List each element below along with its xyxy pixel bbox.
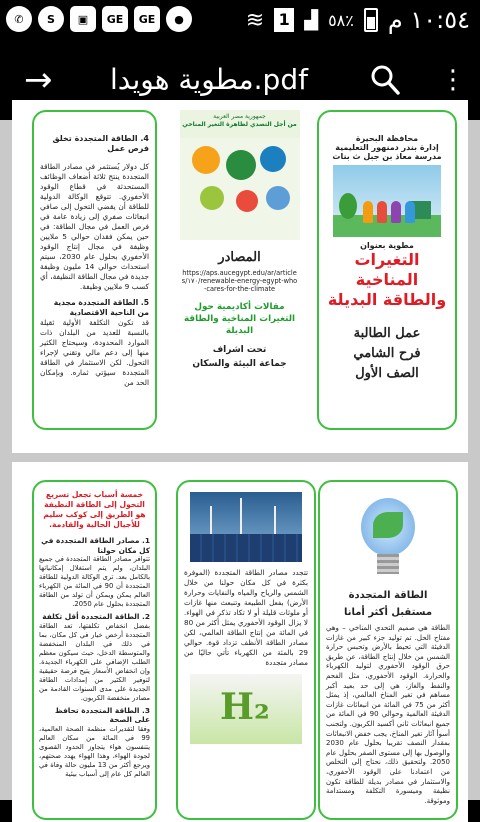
group-label: جماعة البيئة والسكان xyxy=(192,359,287,369)
poster-circle xyxy=(226,150,256,180)
reason3-heading: 3. الطاقة المتجددة تحافظ على الصحة xyxy=(55,705,150,724)
author-line1: عمل الطالبة xyxy=(353,326,421,341)
poster-circle xyxy=(266,186,290,210)
ge-app-icon: GE xyxy=(102,6,128,32)
pdf-viewer[interactable] xyxy=(0,113,480,805)
future-subtitle: مستقبل أكثر أمانا xyxy=(343,607,433,618)
panel-jobs xyxy=(32,110,157,430)
solar-panels xyxy=(190,534,302,562)
school: مدرسة معاذ بن جبل ث بنات xyxy=(332,152,442,161)
document-title: مطوية هويدا.pdf xyxy=(110,63,308,96)
author-line2: فرح الشامي xyxy=(353,346,421,361)
poster-top-text: جمهورية مصر العربية xyxy=(213,113,266,120)
wifi-icon: ≋ xyxy=(245,7,265,33)
status-bar xyxy=(0,0,480,40)
wind-turbine xyxy=(240,498,242,536)
whatsapp-icon: ✆ xyxy=(6,6,32,32)
source-link[interactable]: https://aps.aucegypt.edu/ar/articles/١٧٠/renewable-energy-egypt-who-cares-for-the-climate xyxy=(181,269,298,293)
poster-circle xyxy=(200,186,224,210)
reason1-body: تتوافر مصادر الطاقة المتجددة في جميع البلدان، ولم يتم استغلال إمكانياتها بالكامل بعد. ترى الوكالة الدولية للطاقة المتجددة أن 90 في المائة من الكهرباء العالم يمكن ويمكن أن تولد من الطاقة المتجددة بحلول عام 2050. xyxy=(39,555,151,608)
reason1-heading: 1. مصادر الطاقة المتجددة في كل مكان حولنا xyxy=(41,536,150,555)
poster-title: من أجل التصدي لظاهرة التغير المناخي xyxy=(182,121,297,128)
pdf-page-1 xyxy=(12,100,468,453)
green-bulb-image xyxy=(343,496,433,582)
cover-title-line2: والطاقة البديلة xyxy=(327,290,447,309)
clock: ١٠:٥٤ م xyxy=(387,6,470,34)
supervision-label: تحت اشراف xyxy=(212,345,267,355)
bulb-leaf xyxy=(373,512,403,538)
battery-icon xyxy=(364,8,378,32)
poster-band xyxy=(180,110,300,138)
climate-poster-image xyxy=(180,110,300,240)
panel-renewables xyxy=(176,480,316,820)
status-right xyxy=(246,6,470,34)
sim-icon: 1 xyxy=(274,8,294,32)
cover-subtitle: مطوية بعنوان xyxy=(360,241,414,250)
more-vert-icon[interactable]: ⋮ xyxy=(440,65,466,95)
heading-economic: 5. الطاقة المتجددة مجدية من الناحية الاقتصادية xyxy=(53,298,149,317)
wind-turbine xyxy=(210,506,212,536)
future-body: الطاقة هي صميم التحدي المناخي – وهي مفتاح الحل. تم توليد جزء كبير من غازات الدفيئة التي تحيط بالأرض وتحبس حرارة الشمس من خلال إنتاج الطاقة، عن طريق حرق الوقود الأحفوري لتوليد الكهرباء والحرارة. الوقود الأحفوري، مثل الفحم والنفط والغاز، هي إلى حد بعيد أكبر مساهم في تغير المناخ العالمي، إذ يمثل أكثر من 75 في المائة من انبعاثات غازات الدفيئة العالمية وحوالي 90 في المائة من جميع انبعاثات ثاني أكسيد الكربون. ولتجنب أسوأ آثار تغير المناخ، يجب خفض الانبعاثات بمقدار النصف تقريبا بحلول عام 2030 والوصول بها إلى مستوى الصفر بحلول عام 2050. ولتحقيق ذلك، نحتاج إلى التخلص من اعتمادنا على الوقود الأحفوري، والاستثمار في مصادر بديلة للطاقة تكون نظيفة وميسورة التكلفة ومستدامة وموثوقة. xyxy=(326,624,450,805)
reason2-body: بفضل انخفاض تكلفتها، تعد الطاقة المتجددة أرخص خيار في كل مكان، بما في ذلك في البلدان المنخفضة والمتوسطة الدخل، حيث سيكون معظم الطلب الإضافي على الكهرباء الجديدة. وإن انخفاض الأسعار يتيح فرصة حقيقية لتوفير الكثير من إمدادات الطاقة الجديدة على مدى السنوات القادمة من مصادر منخفضة الكربون. xyxy=(39,621,150,702)
notification-icons xyxy=(6,6,192,32)
illustration-figure xyxy=(363,201,373,223)
admin: إدارة بندر دمنهور التعليمية xyxy=(335,143,439,152)
pdf-page-2 xyxy=(12,462,468,822)
heading-jobs: 4. الطاقة المتجددة تخلق فرص عمل xyxy=(52,134,149,153)
illustration-tree xyxy=(339,193,357,219)
panel-future xyxy=(318,480,458,820)
signal-icon: ▟ xyxy=(304,9,319,31)
gallery-icon: ▣ xyxy=(70,6,96,32)
poster-circle xyxy=(236,190,258,212)
author-line3: الصف الأول xyxy=(355,366,419,381)
arrow-right-icon[interactable]: → xyxy=(24,60,53,100)
panel-sources xyxy=(177,110,302,430)
illustration-figure xyxy=(377,201,387,223)
reason3-body: وفقا لتقديرات منظمة الصحة العالمية، 99 في المائة من سكان العالم يتنفسون هواء يتجاوز الحدود القصوى لجودة الهواء، وهذا الهواء يهدد صحتهم، ويرجع أكثر من 13 مليون حالة وفاة في العالم كل عام إلى أسباب بيئية xyxy=(39,724,151,778)
battery-percent: ٥٨٪ xyxy=(328,10,354,30)
bulb-base xyxy=(377,554,399,574)
wind-turbine xyxy=(274,506,276,536)
sources-heading: المصادر xyxy=(218,250,261,265)
panel-cover xyxy=(317,110,457,430)
governorate: محافظة البحيرة xyxy=(355,134,419,143)
s-app-icon: S xyxy=(38,6,64,32)
renewables-body: تتجدد مصادر الطاقة المتجددة (الموفرة بكثرة في كل مكان حولنا من خلال الشمس والرياح والمياه والنفايات وحرارة الأرض) بفعل الطبيعة وتنبعث منها غازات أو ملوثات قليلة أو لا تكاد تذكر في الهواء. لا يزال الوقود الأحفوري يمثل أكثر من 80 في المائة من إنتاج الطاقة العالمي، لكن مصادر الطاقة الأنظف تزداد قوة. حوالي 29 بالمئة من الكهرباء تأتي حاليًا من مصادر متجددة xyxy=(184,568,308,667)
reason2-heading: 2. الطاقة المتجددة أقل تكلفة xyxy=(42,612,150,621)
panel-reasons xyxy=(32,480,157,820)
solar-wind-image xyxy=(190,492,302,562)
hydrogen-symbol: H₂ xyxy=(220,686,270,728)
poster-circle xyxy=(192,146,220,174)
ge-app-icon: GE xyxy=(134,6,160,32)
body-jobs: كل دولار يُستثمر في مصادر الطاقة المتجددة ينتج ثلاثة أضعاف الوظائف المستحدثة في قطاع الوقود الأحفوري. تتوقع الوكالة الدولية للطاقة أن يقضي التحول إلى صافي انبعاثات صفري إلى زيادة عامة في فرص العمل في مجال الطاقة: في حين يمكن فقدان حوالي 5 ملايين وظيفة في مجال إنتاج الوقود الأحفوري بحلول عام 2030، سيتم استحداث حوالي 14 مليون وظيفة جديدة في مجال الطاقة النظيفة، أي كسب 9 ملايين وظيفة. xyxy=(40,162,149,291)
articles-label: مقالات أكاديمية حول التغيرات المناخية والطاقة البديلة xyxy=(183,302,296,336)
hydrogen-image xyxy=(190,674,302,744)
illustration-figure xyxy=(391,201,401,223)
cover-title-line1: التغيرات المناخية xyxy=(354,250,420,289)
search-icon[interactable] xyxy=(370,62,400,98)
record-icon: ● xyxy=(166,6,192,32)
poster-circle xyxy=(260,146,286,172)
family-illustration xyxy=(333,165,441,237)
body-economic: قد تكون التكلفة الأولية ثقيلة بالنسبة للعديد من البلدان ذات الموارد المحدودة، وسيحتاج الكثير منها إلى دعم مالي وتقني لإجراء التحول. لكن الاستثمار في الطاقة المتجددة سيؤتي ثماره. وبإمكان الحد من xyxy=(40,318,149,387)
reasons-heading: خمسة أسباب تجعل تسريع التحول إلى الطاقة النظيفة هو الطريق إلى كوكب سليم للأجيال الحالية والقادمة. xyxy=(43,490,146,529)
future-title: الطاقة المتجددة xyxy=(348,590,428,601)
illustration-figure xyxy=(405,201,415,223)
